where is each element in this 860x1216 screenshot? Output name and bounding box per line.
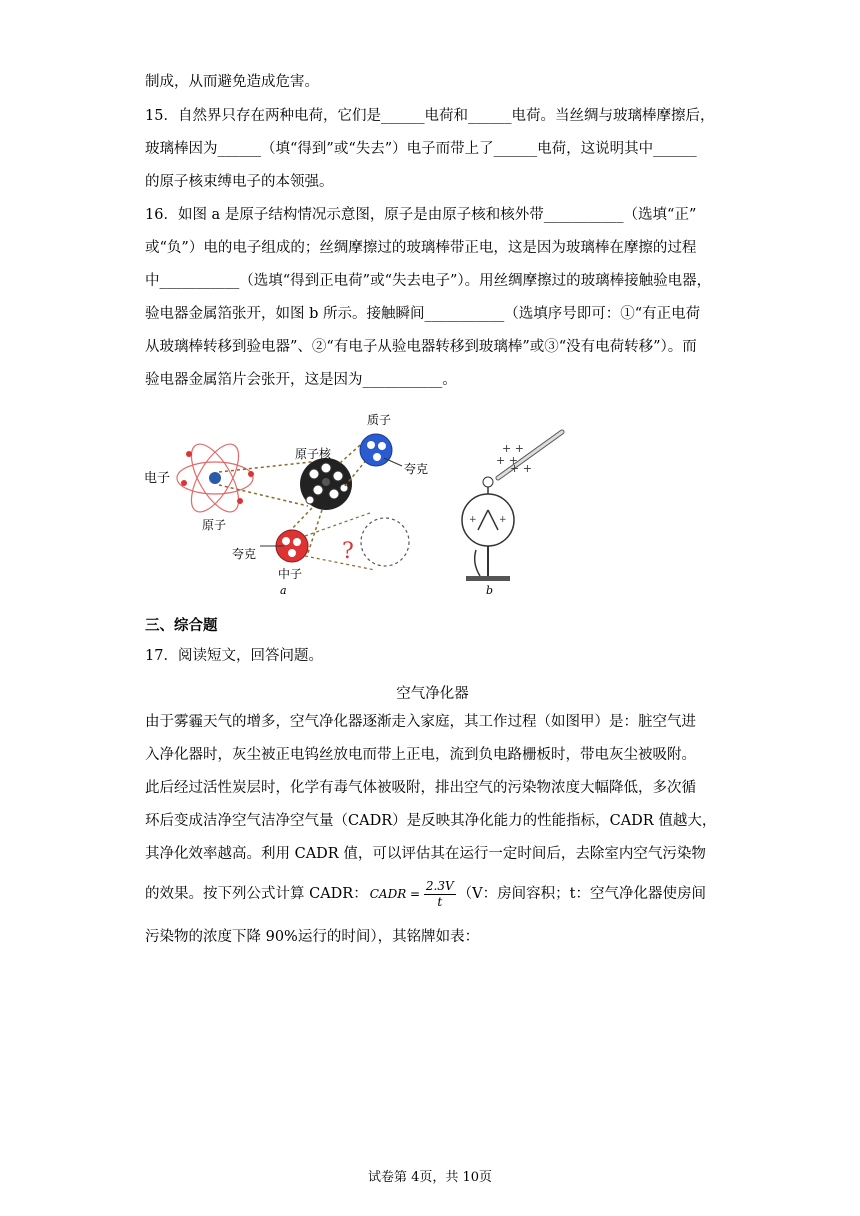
atom-structure-figure bbox=[140, 408, 580, 602]
electron-label: 电子 bbox=[144, 471, 171, 486]
formula-intro: 的效果。按下列公式计算 CADR： bbox=[145, 886, 368, 902]
article-line-7: 污染物的浓度下降 90%运行的时间），其铭牌如表： bbox=[145, 929, 480, 945]
text-line: 制成，从而避免造成危害。 bbox=[145, 74, 319, 90]
question-16-line-4: 验电器金属箔张开，如图 b 所示。接触瞬间___________（选填序号即可：①“有正电荷 bbox=[145, 306, 701, 322]
article-line-4: 环后变成洁净空气洁净空气量（CADR）是反映其净化能力的性能指标，CADR 值越大， bbox=[145, 813, 717, 829]
question-15-line-3: 的原子核束缚电子的本领强。 bbox=[145, 174, 334, 190]
question-17-intro: 17．阅读短文，回答问题。 bbox=[145, 648, 323, 664]
proton-label: 质子 bbox=[367, 413, 392, 427]
article-line-3: 此后经过活性炭层时，化学有毒气体被吸附，排出空气的污染物浓度大幅降低，多次循 bbox=[145, 780, 696, 796]
formula-explanation: （V：房间容积；t：空气净化器使房间 bbox=[457, 886, 706, 902]
electroscope-diagram bbox=[462, 432, 562, 581]
question-16-line-3: 中___________（选填“得到正电荷”或“失去电子”）。用丝绸摩擦过的玻璃棒接触验电器， bbox=[145, 273, 712, 289]
cadr-formula bbox=[370, 879, 456, 910]
article-line-6 bbox=[145, 874, 720, 914]
question-16-line-1: 16．如图 a 是原子结构情况示意图，原子是由原子核和核外带___________（选填“正” bbox=[145, 207, 697, 223]
article-title: 空气净化器 bbox=[396, 686, 469, 702]
atom-diagram bbox=[177, 437, 254, 519]
caption-b: b bbox=[486, 584, 494, 597]
svg-text:+ +: + + bbox=[510, 462, 532, 475]
question-15-line-2: 玻璃棒因为______（填“得到”或“失去”）电子而带上了______电荷，这说明其中______ bbox=[145, 141, 697, 157]
proton-diagram bbox=[360, 434, 392, 466]
svg-text:+ +: + + bbox=[496, 454, 518, 467]
nucleus-label: 原子核 bbox=[295, 447, 332, 461]
article-line-1: 由于雾霾天气的增多，空气净化器逐渐走入家庭，其工作过程（如图甲）是：脏空气进 bbox=[145, 714, 696, 730]
question-15-line-1: 15．自然界只存在两种电荷，它们是______电荷和______电荷。当丝绸与玻璃棒摩擦后， bbox=[145, 108, 715, 124]
caption-a: a bbox=[280, 584, 287, 597]
question-16-line-6: 验电器金属箔片会张开，这是因为___________。 bbox=[145, 372, 457, 388]
formula-lhs: CADR = bbox=[369, 886, 421, 901]
article-line-5: 其净化效率越高。利用 CADR 值，可以评估其在运行一定时间后，去除室内空气污染物 bbox=[145, 846, 706, 862]
formula-denominator: t bbox=[437, 894, 443, 909]
question-16-line-5: 从玻璃棒转移到验电器”、②“有电子从验电器转移到玻璃棒”或③“没有电荷转移”）。而 bbox=[145, 339, 697, 355]
section-heading: 三、综合题 bbox=[145, 618, 218, 634]
formula-numerator: 2.3V bbox=[425, 878, 454, 893]
quark-label-right: 夸克 bbox=[404, 462, 429, 476]
neutron-label: 中子 bbox=[278, 567, 303, 581]
question-mark-label: ? bbox=[342, 539, 354, 564]
quark-label-left: 夸克 bbox=[232, 547, 257, 561]
svg-text:+ +: + + bbox=[502, 442, 524, 455]
article-line-2: 入净化器时，灰尘被正电钨丝放电而带上正电，流到负电路栅板时，带电灰尘被吸附。 bbox=[145, 747, 696, 763]
svg-text:+: + bbox=[499, 515, 507, 525]
svg-text:+: + bbox=[469, 515, 477, 525]
atom-label: 原子 bbox=[202, 518, 227, 532]
question-16-line-2: 或“负”）电的电子组成的；丝绸摩擦过的玻璃棒带正电，这是因为玻璃棒在摩擦的过程 bbox=[145, 240, 697, 256]
nucleus-diagram bbox=[300, 458, 352, 510]
page-footer: 试卷第 4页，共 10页 bbox=[367, 1170, 493, 1185]
